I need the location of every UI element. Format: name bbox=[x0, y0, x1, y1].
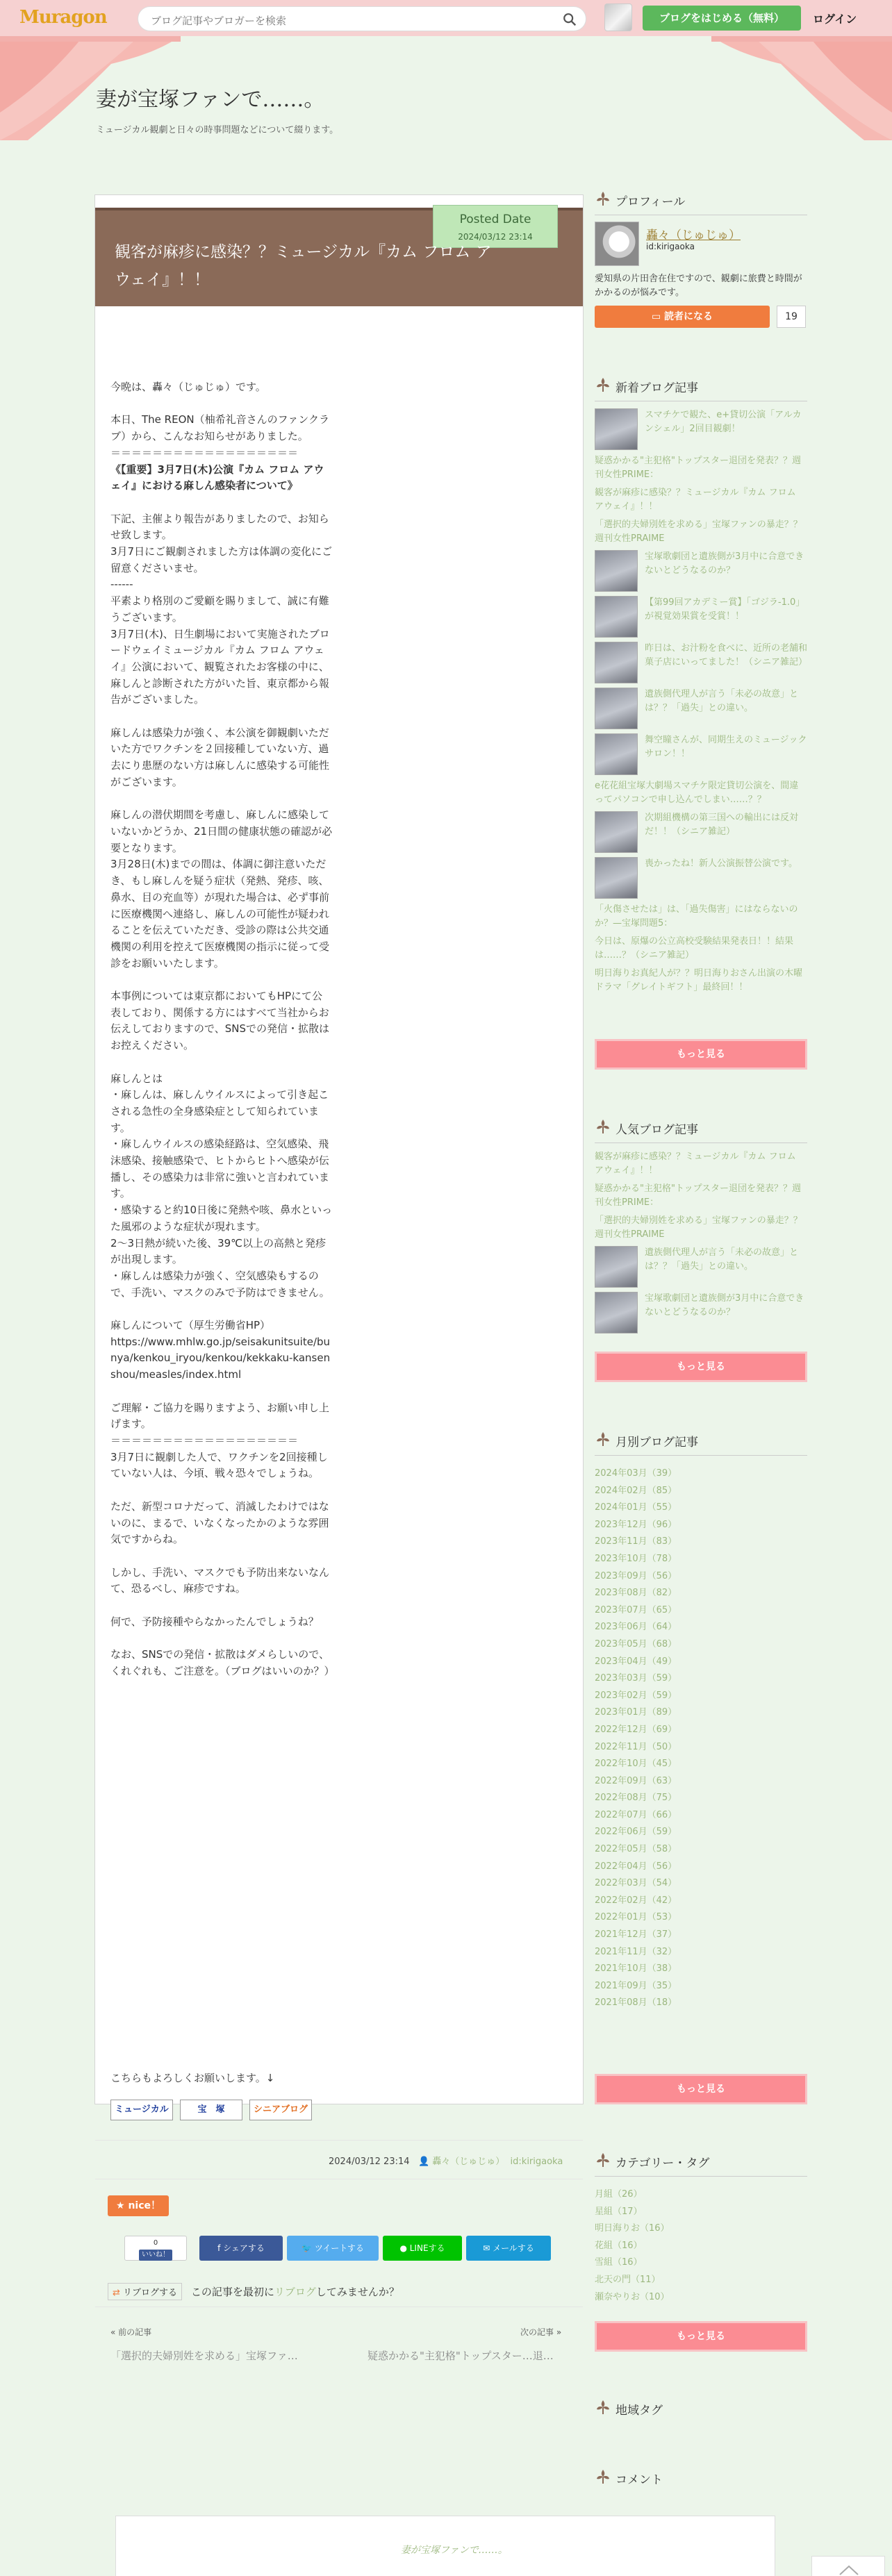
profile-name[interactable]: 轟々（じゅじゅ） bbox=[646, 228, 741, 242]
posted-date-value: 2024/03/12 23:14 bbox=[458, 232, 533, 242]
new-posts-heading bbox=[595, 378, 807, 401]
post-thumbnail[interactable] bbox=[595, 642, 638, 683]
sidebar-post-item[interactable] bbox=[595, 903, 807, 931]
profile-id: id:kirigaoka bbox=[646, 242, 695, 251]
line-icon: ● bbox=[399, 2243, 407, 2253]
region-heading-text: 地域タグ bbox=[616, 2404, 663, 2418]
sidebar-post-title[interactable]: 「選択的夫婦別姓を求める」宝塚ファンの暴走？？週刊女性PRAIME bbox=[595, 1215, 802, 1240]
sidebar-post-item[interactable] bbox=[595, 408, 807, 450]
sidebar-post-title[interactable]: 舞空瞳さんが、同期生えのミュージックサロン！！ bbox=[645, 735, 807, 759]
profile-heading bbox=[595, 192, 807, 215]
category-tag-link[interactable]: 星組（17） bbox=[595, 2206, 643, 2217]
month-archive-link[interactable]: 2024年02月（85） bbox=[595, 1485, 677, 1496]
sidebar-post-title[interactable]: 【第99回アカデミー賞】「ゴジラ-1.0」が視覚効果賞を受賞！！ bbox=[645, 597, 805, 622]
category-tag-link[interactable]: 月組（26） bbox=[595, 2189, 643, 2200]
back-to-top-button[interactable] bbox=[811, 2556, 885, 2576]
sidebar-post-title[interactable]: 疑惑かかる"主犯格"トップスター退団を発表？？週刊女性PRIME： bbox=[595, 456, 802, 480]
paragraph: 本日、The REON（柚希礼音さんのファンクラブ）から、こんなお知らせがありました。 bbox=[110, 413, 329, 443]
user-avatar[interactable] bbox=[604, 3, 632, 31]
article-body bbox=[110, 379, 333, 1680]
post-thumbnail[interactable] bbox=[595, 550, 638, 592]
follow-label: 読者になる bbox=[664, 311, 713, 322]
sidebar-post-item[interactable] bbox=[595, 779, 807, 807]
month-archive-link[interactable]: 2022年11月（50） bbox=[595, 1741, 677, 1752]
month-archive-link[interactable]: 2022年03月（54） bbox=[595, 1878, 677, 1889]
month-archive-link[interactable]: 2022年05月（58） bbox=[595, 1844, 677, 1855]
comment-heading-text: コメント bbox=[616, 2473, 663, 2487]
sidebar-post-item[interactable] bbox=[595, 1182, 807, 1210]
monthly-heading-text: 月別ブログ記事 bbox=[616, 1436, 698, 1449]
post-thumbnail[interactable] bbox=[595, 408, 638, 450]
fleur-ornament-icon bbox=[595, 376, 611, 393]
post-thumbnail[interactable] bbox=[595, 1246, 638, 1288]
month-archive-link[interactable]: 2021年09月（35） bbox=[595, 1980, 677, 1991]
month-archive-link[interactable]: 2022年07月（66） bbox=[595, 1809, 677, 1820]
month-archive-link[interactable]: 2021年10月（38） bbox=[595, 1963, 677, 1975]
fleur-ornament-icon bbox=[595, 2399, 611, 2416]
month-archive-link[interactable]: 2021年12月（37） bbox=[595, 1929, 677, 1941]
month-archive-link[interactable]: 2022年04月（56） bbox=[595, 1861, 677, 1872]
blog-title[interactable]: 妻が宝塚ファンで……。 bbox=[96, 88, 325, 112]
sidebar-post-item[interactable] bbox=[595, 486, 807, 514]
sidebar-post-item[interactable] bbox=[595, 1214, 807, 1242]
month-archive-link[interactable]: 2021年11月（32） bbox=[595, 1946, 677, 1957]
month-archive-link[interactable]: 2023年09月（56） bbox=[595, 1570, 677, 1581]
sidebar-post-item[interactable] bbox=[595, 967, 807, 995]
blog-description: ミュージカル観劇と日々の時事問題などについて綴ります。 bbox=[96, 125, 339, 135]
monthly-list bbox=[595, 1465, 807, 2012]
start-blog-button[interactable]: ブログをはじめる（無料） bbox=[643, 6, 801, 31]
fleur-ornament-icon bbox=[595, 1118, 611, 1135]
paragraph: ただ、新型コロナだって、消滅したわけではないのに、まるで、いなくなったかのような雰囲気ですからね。 bbox=[110, 1499, 329, 1546]
paragraph: 麻しんは感染力が強く、本公演を御観劇いただいた方でワクチンを２回接種していない方、過去にり患歴のない方は麻しんに感染する可能性がございます。 bbox=[110, 726, 330, 788]
month-archive-link[interactable]: 2022年10月（45） bbox=[595, 1759, 677, 1770]
sidebar-post-title[interactable]: 遺族側代理人が言う「未必の故意」とは？？「過失」との違い。 bbox=[645, 1247, 799, 1272]
category-tag-link[interactable]: 花組（16） bbox=[595, 2240, 643, 2251]
mail-share-button[interactable] bbox=[466, 2236, 551, 2261]
footer-date: 2024/03/12 23:14 bbox=[329, 2157, 410, 2167]
next-label-text: 次の記事 bbox=[520, 2327, 554, 2337]
paragraph: 麻しんとは ・麻しんは、麻しんウイルスによって引き起こされる急性の全身感染症として知られています。 ・麻しんウイルスの感染経路は、空気感染、飛沫感染、接触感染で、ヒトからヒトへ感染が伝播し、その感染力は非常に強いと言われています。 ・感染すると約10日後に発熱や咳、鼻水といった風邪のような症状が現れます。 2〜3日熱が続いた後、39℃以上の高熱と発疹が出現します。 ・麻しんは感染力が強く、空気感染もするので、手洗い、マスクのみで予防はできません。 bbox=[110, 1072, 333, 1299]
month-archive-link[interactable]: 2023年07月（65） bbox=[595, 1604, 677, 1615]
search-placeholder: ブログ記事やブロガーを検索 bbox=[151, 15, 287, 27]
footer-author[interactable]: 轟々（じゅじゅ） bbox=[432, 2157, 505, 2167]
category-tag-link[interactable]: 瀬奈やりお（10） bbox=[595, 2291, 670, 2302]
month-archive-link[interactable]: 2023年12月（96） bbox=[595, 1519, 677, 1530]
popular-posts-list bbox=[595, 1150, 807, 1338]
reblog-icon: ⇄ bbox=[113, 2288, 120, 2298]
fleur-ornament-icon bbox=[595, 2468, 611, 2485]
comment-box-text: 妻が宝塚ファンで……。 bbox=[401, 2545, 508, 2556]
senior-blog-banner[interactable]: シニアブログ bbox=[249, 2100, 312, 2120]
paragraph: ＝＝＝＝＝＝＝＝＝＝＝＝＝＝＝＝＝＝ bbox=[110, 446, 299, 459]
muragon-logo[interactable]: Muragon bbox=[19, 7, 107, 28]
sidebar-post-title[interactable]: 「選択的夫婦別姓を求める」宝塚ファンの暴走？？週刊女性PRAIME bbox=[595, 520, 802, 544]
comment-box bbox=[115, 2516, 775, 2576]
month-archive-link[interactable]: 2022年02月（42） bbox=[595, 1895, 677, 1906]
category-list bbox=[595, 2186, 807, 2306]
popular-posts-widget bbox=[595, 1120, 807, 1318]
sidebar-post-title[interactable]: 明日海りお真紀人が？？明日海りおさん出演の木曜ドラマ「グレイトギフト」最終回！！ bbox=[595, 968, 803, 992]
closing-text: こちらもよろしくお願いします。↓ bbox=[110, 2072, 275, 2084]
share-label: メールする bbox=[493, 2243, 534, 2253]
sidebar-post-item[interactable] bbox=[595, 1246, 807, 1288]
sidebar-post-title[interactable]: 遺族側代理人が言う「未必の故意」とは？？「過失」との違い。 bbox=[645, 689, 799, 713]
paragraph: 本事例については東京都においてもHPにて公表しており、関係する方にはすべて当社からお伝えしておりますので、SNSでの発信・拡散はお控えください。 bbox=[110, 990, 329, 1052]
search-input[interactable] bbox=[138, 6, 586, 31]
sidebar-post-title[interactable]: 「火傷させたは」は、「過失傷害」にはならないのか？—宝塚問題5： bbox=[595, 904, 798, 929]
paragraph: 下記、主催より報告がありましたので、お知らせ致します。 3月7日にご観劇されました方は体調の変化にご留意くださいませ。 ------ 平素より格別のご愛顧を賜りまして、誠に有難うございます。 3月7日(木)、日生劇場において実施されたブロードウェイミュージカル『カム フロム アウェイ』公演において、観覧されたお客様の中に、麻しんと診断された方がいた旨、東京都から報告がございました。 bbox=[110, 512, 333, 706]
month-archive-link[interactable]: 2024年03月（39） bbox=[595, 1468, 677, 1479]
month-archive-link[interactable]: 2023年06月（64） bbox=[595, 1622, 677, 1633]
search-icon[interactable] bbox=[562, 12, 577, 27]
category-tag-link[interactable]: 雪組（16） bbox=[595, 2257, 643, 2268]
month-archive-link[interactable]: 2023年04月（49） bbox=[595, 1656, 677, 1667]
month-archive-link[interactable]: 2023年05月（68） bbox=[595, 1638, 677, 1650]
month-archive-link[interactable]: 2021年08月（18） bbox=[595, 1997, 677, 2009]
sidebar-post-title[interactable]: e花花組宝塚大劇場スマチケ限定貸切公演を、間違ってパソコンで申し込んでしまい……？？ bbox=[595, 781, 799, 805]
month-archive-link[interactable]: 2023年02月（59） bbox=[595, 1690, 677, 1701]
sidebar-post-title[interactable]: 次期組機構の第三国への輸出には反対だ！！（シニア雑記） bbox=[645, 813, 799, 837]
reblog-label: リブログする bbox=[123, 2288, 178, 2298]
sidebar-post-item[interactable] bbox=[595, 550, 807, 592]
sidebar-post-title[interactable]: 観客が麻疹に感染？？ミュージカル『カム フロム アウェイ』！！ bbox=[595, 1152, 796, 1176]
sidebar-post-title[interactable]: 昨日は、お汁粉を食べに、近所の老舗和菓子店にいってました！（シニア雑記） bbox=[645, 643, 808, 667]
popular-more-button[interactable]: もっと見る bbox=[595, 1352, 807, 1382]
sidebar-post-item[interactable] bbox=[595, 518, 807, 546]
musical-banner[interactable]: ミュージカル bbox=[110, 2100, 173, 2120]
like-button[interactable] bbox=[124, 2236, 187, 2261]
like-label: いいね！ bbox=[139, 2250, 172, 2261]
popular-heading-text: 人気ブログ記事 bbox=[616, 1123, 698, 1137]
next-label: 次の記事 » bbox=[520, 2327, 562, 2337]
monthly-heading bbox=[595, 1432, 807, 1456]
reader-count: 19 bbox=[777, 306, 806, 328]
article-card bbox=[94, 194, 584, 2362]
nice-label: nice！ bbox=[128, 2200, 160, 2211]
share-label: ツイートする bbox=[314, 2243, 364, 2253]
profile-avatar[interactable] bbox=[595, 222, 639, 266]
article-header bbox=[95, 208, 583, 306]
paragraph: 麻しんについて（厚生労働省HP） https://www.mhlw.go.jp/seisakunitsuite/bunya/kenkou_iryou/kenkou/kekkaku-kansenshou/measles/index.html bbox=[110, 1319, 331, 1381]
fleur-ornament-icon bbox=[595, 1431, 611, 1447]
sidebar-post-item[interactable] bbox=[595, 935, 807, 963]
reblog-text: この記事を最初に bbox=[190, 2286, 274, 2298]
line-share-button[interactable] bbox=[383, 2236, 462, 2261]
facebook-icon: f bbox=[217, 2243, 221, 2253]
month-archive-link[interactable]: 2023年11月（83） bbox=[595, 1536, 677, 1547]
category-widget bbox=[595, 2153, 807, 2306]
region-heading bbox=[595, 2400, 807, 2423]
profile-heading-text: プロフィール bbox=[616, 195, 686, 209]
article-footer bbox=[329, 2154, 563, 2167]
follow-button[interactable] bbox=[595, 306, 770, 328]
reblog-text: してみませんか？ bbox=[315, 2286, 399, 2298]
post-thumbnail[interactable] bbox=[595, 857, 638, 899]
sidebar-post-title[interactable]: 今日は、原爆の公立高校受験結果発表日！！結果は……？（シニア雑記） bbox=[595, 936, 794, 961]
month-archive-link[interactable]: 2023年01月（89） bbox=[595, 1707, 677, 1718]
month-archive-link[interactable]: 2022年01月（53） bbox=[595, 1912, 677, 1923]
paragraph: しかし、手洗い、マスクでも予防出来ないなんて、恐るべし、麻疹ですね。 bbox=[110, 1565, 330, 1595]
new-posts-list bbox=[595, 408, 807, 999]
month-archive-link[interactable]: 2023年03月（59） bbox=[595, 1673, 677, 1684]
top-bar bbox=[0, 0, 892, 36]
category-tag-link[interactable]: 明日海りお（16） bbox=[595, 2223, 670, 2234]
category-heading bbox=[595, 2153, 807, 2177]
share-label: LINEする bbox=[409, 2243, 445, 2253]
sidebar-post-title[interactable]: 疑惑かかる"主犯格"トップスター退団を発表？？週刊女性PRIME： bbox=[595, 1183, 802, 1208]
paragraph: なお、SNSでの発信・拡散はダメらしいので、くれぐれも、ご注意を。（ブログはいいのか？） bbox=[110, 1648, 335, 1677]
next-article-link[interactable]: 疑惑かかる"主犯格"トップスター…退… bbox=[367, 2350, 554, 2362]
month-archive-link[interactable]: 2022年06月（59） bbox=[595, 1827, 677, 1838]
sidebar-post-item[interactable] bbox=[595, 454, 807, 482]
divider bbox=[95, 2140, 583, 2141]
sidebar-post-item[interactable] bbox=[595, 688, 807, 729]
posted-date-label: Posted Date bbox=[459, 213, 531, 226]
sidebar-post-item[interactable] bbox=[595, 857, 807, 899]
new-posts-widget bbox=[595, 378, 808, 992]
post-thumbnail[interactable] bbox=[595, 596, 638, 638]
category-heading-text: カテゴリー・タグ bbox=[616, 2157, 710, 2170]
sidebar-post-title[interactable]: 宝塚歌劇団と遺族側が3月中に合意できないとどうなるのか？ bbox=[645, 1293, 804, 1318]
article-title: 観客が麻疹に感染？？ミュージカル『カム フロム アウェイ』！！ bbox=[115, 243, 492, 289]
paragraph: ご理解・ご協力を賜りますよう、お願い申し上げます。 ＝＝＝＝＝＝＝＝＝＝＝＝＝＝＝＝＝＝ 3月7日に観劇した人で、ワクチンを2回接種していない人は、今頃、戦々恐々でしょうね。 bbox=[110, 1401, 330, 1480]
sidebar-post-item[interactable] bbox=[595, 642, 807, 683]
twitter-icon: 🐦 bbox=[302, 2243, 313, 2253]
sidebar-post-title[interactable]: スマチケで観た、e+貸切公演「アルカンシェル」2回目観劇！ bbox=[645, 410, 802, 434]
new-posts-heading-text: 新着ブログ記事 bbox=[616, 381, 698, 395]
fleur-ornament-icon bbox=[595, 190, 611, 207]
month-archive-link[interactable]: 2022年08月（75） bbox=[595, 1793, 677, 1804]
post-thumbnail[interactable] bbox=[595, 733, 638, 775]
post-thumbnail[interactable] bbox=[595, 811, 638, 853]
sidebar-post-title[interactable]: 観客が麻疹に感染？？ミュージカル『カム フロム アウェイ』！！ bbox=[595, 488, 796, 512]
takarazuka-banner[interactable]: 宝 塚 bbox=[180, 2100, 242, 2120]
monthly-more-button[interactable]: もっと見る bbox=[595, 2074, 807, 2104]
popular-heading bbox=[595, 1120, 807, 1143]
region-tag-widget bbox=[595, 2400, 807, 2423]
sidebar-post-item[interactable] bbox=[595, 733, 807, 775]
facebook-share-button[interactable] bbox=[199, 2236, 283, 2261]
paragraph: 麻しんの潜伏期間を考慮し、麻しんに感染していないかどうか、21日間の健康状態の確認が必要となります。 3月28日(木)までの間は、体調に御注意いただき、もし麻しんを疑う症状（発熱、発疹、咳、鼻水、目の充血等）が現れた場合は、必ず事前に医療機関へ連絡し、麻しんの可能性が疑われることを伝えていただき、受診の際は公共交通機関の利用を控えて医療機関の指示に従って受診をお願いいたします。 bbox=[110, 808, 333, 970]
paragraph: 《【重要】3月7日(木)公演『カム フロム アウェイ』における麻しん感染者について》 bbox=[110, 463, 324, 492]
prev-article-link[interactable]: 「選択的夫婦別姓を求める」宝塚ファ… bbox=[110, 2350, 298, 2362]
month-archive-link[interactable]: 2023年08月（82） bbox=[595, 1588, 677, 1599]
fleur-ornament-icon bbox=[595, 2152, 611, 2168]
post-thumbnail[interactable] bbox=[595, 688, 638, 729]
author-icon: 👤 bbox=[418, 2157, 430, 2167]
sidebar-post-title[interactable]: 宝塚歌劇団と遺族側が3月中に合意できないとどうなるのか？ bbox=[645, 551, 804, 576]
category-tag-link[interactable]: 北天の門（11） bbox=[595, 2274, 661, 2285]
comment-widget bbox=[595, 2470, 807, 2493]
like-count: 0 bbox=[153, 2239, 158, 2247]
chevron-up-icon bbox=[812, 2557, 886, 2576]
sidebar-post-item[interactable] bbox=[595, 1292, 807, 1333]
month-archive-link[interactable]: 2022年09月（63） bbox=[595, 1775, 677, 1786]
reblog-row bbox=[108, 2283, 399, 2300]
nice-button[interactable]: ★ nice！ bbox=[108, 2195, 169, 2216]
month-archive-link[interactable]: 2024年01月（55） bbox=[595, 1502, 677, 1513]
monthly-archive-widget bbox=[595, 1432, 807, 2012]
category-more-button[interactable]: もっと見る bbox=[595, 2321, 807, 2352]
prev-label: « 前の記事 bbox=[110, 2327, 152, 2337]
login-link[interactable]: ログイン bbox=[813, 13, 857, 26]
prev-label-text: 前の記事 bbox=[118, 2327, 152, 2337]
comment-heading bbox=[595, 2470, 807, 2493]
paragraph: 今晩は、轟々（じゅじゅ）です。 bbox=[110, 381, 266, 393]
paragraph: 何で、予防接種やらなかったんでしょうね？ bbox=[110, 1615, 319, 1628]
profile-widget bbox=[595, 192, 807, 331]
curtain-right-decoration bbox=[711, 36, 892, 140]
reblog-button[interactable] bbox=[108, 2283, 182, 2300]
month-archive-link[interactable]: 2022年12月（69） bbox=[595, 1724, 677, 1735]
month-archive-link[interactable]: 2023年10月（78） bbox=[595, 1553, 677, 1564]
sidebar-post-title[interactable]: 喪かったね！新人公演振替公演です。 bbox=[645, 858, 798, 869]
post-thumbnail[interactable] bbox=[595, 1292, 638, 1333]
new-posts-more-button[interactable]: もっと見る bbox=[595, 1039, 807, 1070]
sidebar-post-item[interactable] bbox=[595, 811, 807, 853]
footer-id[interactable]: id:kirigaoka bbox=[510, 2157, 563, 2167]
profile-description: 愛知県の片田舎在住ですので、観劇に旅費と時間がかかるのが悩みです。 bbox=[595, 274, 802, 298]
reblog-link[interactable]: リブログ bbox=[274, 2286, 316, 2298]
book-icon: ▭ bbox=[651, 311, 661, 322]
share-label: シェアする bbox=[223, 2243, 265, 2253]
twitter-share-button[interactable] bbox=[287, 2236, 379, 2261]
sidebar-post-item[interactable] bbox=[595, 1150, 807, 1178]
mail-icon: ✉ bbox=[483, 2243, 490, 2253]
sidebar-post-item[interactable] bbox=[595, 596, 807, 638]
